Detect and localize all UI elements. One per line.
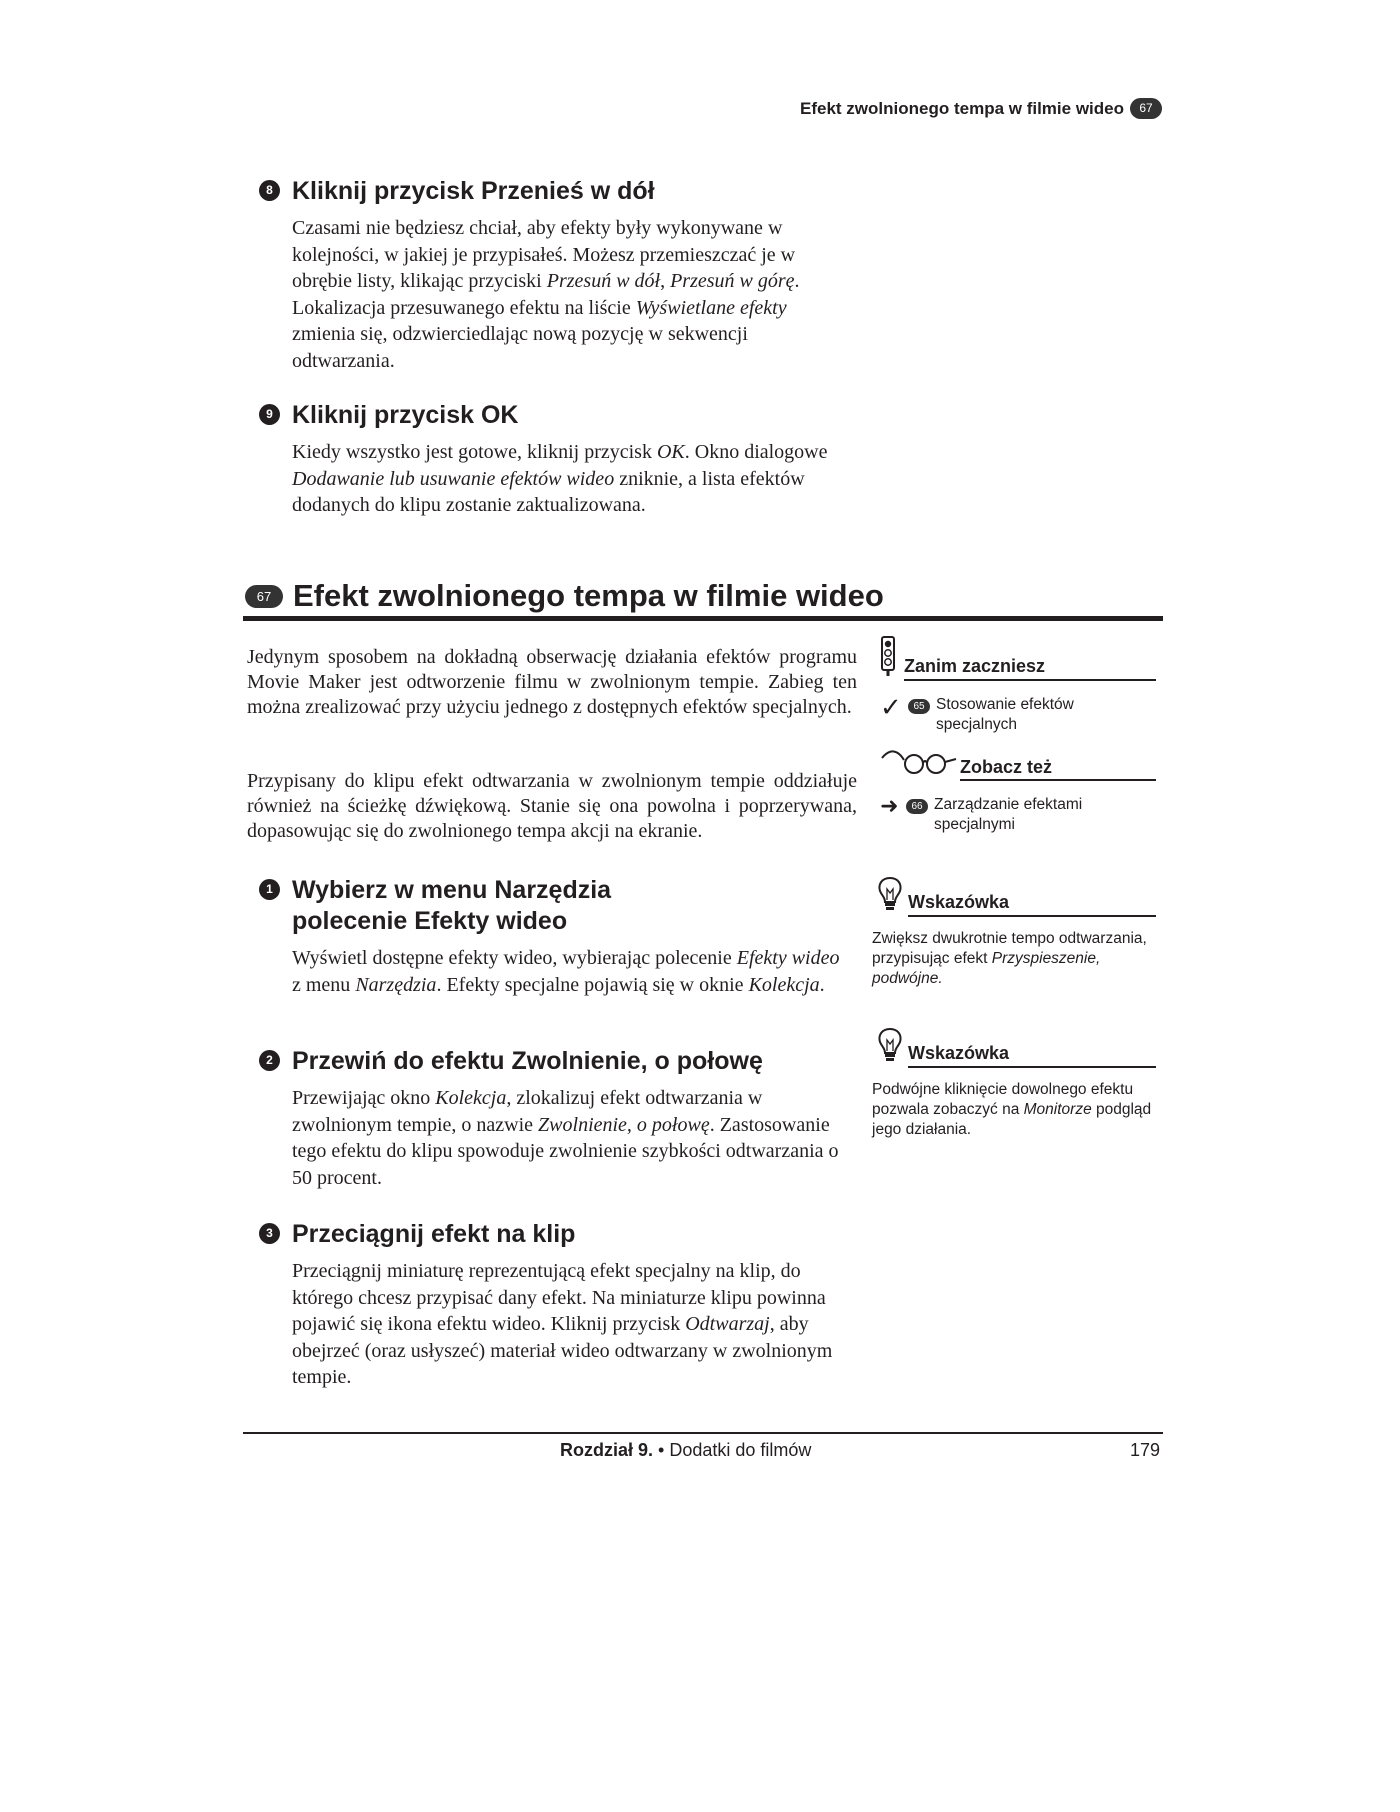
footer-chapter-title: Dodatki do filmów	[669, 1440, 812, 1460]
sidebar-title: Zanim zaczniesz	[904, 656, 1156, 681]
lightbulb-icon	[876, 876, 904, 917]
step-number: 2	[259, 1050, 280, 1071]
step-number: 3	[259, 1223, 280, 1244]
step-body	[292, 215, 840, 374]
text-run: Czasami nie będziesz chciał, aby efekty były wykonywane w kolejności, w jakiej je przypisałeś. Możesz przemieszczać je w obrębie listy, klikając przyciski	[292, 217, 796, 292]
sidebar-text: Zarządzanie efektami specjalnymi	[934, 796, 1083, 833]
footer-rule	[243, 1432, 1163, 1434]
italic-term: Efekty wideo	[736, 947, 840, 969]
text-run: . Lokalizacja przesuwanego efektu na liście	[292, 270, 800, 319]
italic-term: Zwolnienie, o połowę	[538, 1113, 710, 1136]
running-head-title: Efekt zwolnionego tempa w filmie wideo	[800, 98, 1124, 118]
text-run: , aby obejrzeć (oraz usłyszeć) materiał wideo odtwarzany w zwolnionym tempie.	[292, 1313, 833, 1388]
intro-paragraph-1: Jedynym sposobem na dokładną obserwację działania efektów programu Movie Maker jest odtworzenie filmu w zwolnionym tempie. Zabieg ten można zrealizować przy użyciu jednego z dostępnych efektów specjalnych.	[247, 646, 857, 718]
step-body	[292, 945, 840, 998]
italic-term: Kolekcja	[435, 1087, 507, 1109]
step-title: Przeciągnij efekt na klip	[292, 1220, 576, 1248]
italic-term: Przyspieszenie, podwójne.	[872, 950, 1101, 987]
lightbulb-icon	[876, 1027, 904, 1068]
footer-chapter	[560, 1440, 811, 1461]
italic-term: Przesuń w górę	[670, 270, 795, 292]
text-run: Przeciągnij miniaturę reprezentującą efekt specjalny na klip, do którego chcesz przypisać dany efekt. Na miniaturze klipu powinna pojawić się ikona efektu wideo. Kliknij przycisk	[292, 1260, 826, 1335]
sidebar-tip-1	[872, 876, 1156, 989]
section-title: Efekt zwolnionego tempa w filmie wideo	[293, 578, 884, 613]
text-run: Zwiększ dwukrotnie tempo odtwarzania, przypisując efekt	[872, 930, 1147, 967]
italic-term: OK	[656, 441, 685, 463]
glasses-icon	[880, 748, 958, 781]
step-number: 1	[259, 879, 280, 900]
text-run: Wyświetl dostępne efekty wideo, wybierając polecenie	[292, 947, 737, 969]
step-title: Przewiń do efektu Zwolnienie, o połowę	[292, 1047, 763, 1075]
text-run: podgląd jego działania.	[872, 1101, 1152, 1138]
step-title: Kliknij przycisk Przenieś w dół	[292, 177, 655, 205]
text-run: z menu	[292, 973, 356, 996]
footer-bullet: •	[658, 1440, 665, 1460]
intro-paragraph-2: Przypisany do klipu efekt odtwarzania w zwolnionym tempie oddziałuje również na ścieżkę dźwiękową. Stanie się ona powolna i poprzerywana, dopasowując się do zwolnionego tempa akcji na ekranie.	[247, 770, 857, 842]
arrow-icon: ➜	[880, 794, 899, 819]
sidebar-badge: 65	[908, 699, 930, 714]
running-head	[800, 98, 1162, 119]
italic-term: Odtwarzaj	[685, 1313, 770, 1335]
page-number: 179	[1129, 1440, 1160, 1460]
step-2	[259, 1046, 859, 1191]
italic-term: Wyświetlane efekty	[635, 296, 787, 319]
sidebar-text: Stosowanie efektów specjalnych	[936, 696, 1074, 733]
text-run: ,	[660, 270, 671, 292]
text-run: Przewijając okno	[292, 1087, 436, 1109]
sidebar-title: Zobacz też	[960, 757, 1156, 781]
section-rule	[243, 616, 1163, 621]
step-number: 8	[259, 180, 280, 201]
traffic-light-icon	[880, 636, 896, 681]
sidebar-before-you-begin	[880, 636, 1156, 735]
text-run: zniknie, a lista efektów dodanych do klipu zostanie zaktualizowana.	[292, 467, 805, 516]
italic-term: Przesuń w dół	[546, 270, 661, 292]
sidebar-badge: 66	[906, 799, 928, 814]
sidebar-title: Wskazówka	[908, 1043, 1156, 1068]
section-badge: 67	[245, 585, 283, 608]
step-title: Kliknij przycisk OK	[292, 401, 519, 429]
check-icon: ✓	[880, 693, 902, 723]
text-run: zmienia się, odzwierciedlając nową pozycję w sekwencji odtwarzania.	[292, 323, 748, 372]
text-run: . Okno dialogowe	[684, 441, 828, 463]
text-run: , zlokalizuj efekt odtwarzania w zwolnionym tempie, o nazwie	[292, 1087, 763, 1136]
italic-term: Dodawanie lub usuwanie efektów wideo	[292, 467, 615, 490]
step-3	[259, 1219, 859, 1391]
italic-term: Kolekcja	[748, 973, 820, 996]
step-body	[292, 439, 840, 519]
italic-term: Narzędzia	[355, 973, 437, 996]
step-9	[259, 400, 859, 519]
italic-term: Monitorze	[1023, 1101, 1092, 1118]
tip-text	[872, 1080, 1152, 1140]
tip-text	[872, 929, 1152, 989]
text-run: Podwójne kliknięcie dowolnego efektu pozwala zobaczyć na	[872, 1081, 1134, 1118]
text-run: . Efekty specjalne pojawią się w oknie	[436, 973, 749, 996]
text-run: . Zastosowanie tego efektu do klipu spowoduje zwolnienie szybkości odtwarzania o 50 procent.	[292, 1113, 839, 1189]
step-1	[259, 875, 859, 998]
sidebar-title: Wskazówka	[908, 892, 1156, 917]
text-run: Kiedy wszystko jest gotowe, kliknij przycisk	[292, 441, 657, 463]
sidebar-tip-2	[872, 1027, 1156, 1140]
step-8	[259, 176, 859, 374]
step-number: 9	[259, 404, 280, 425]
text-run: .	[819, 973, 825, 996]
sidebar-see-also	[880, 748, 1156, 835]
running-head-badge: 67	[1130, 98, 1162, 119]
step-body	[292, 1085, 840, 1191]
footer-chapter-number: Rozdział 9.	[560, 1440, 654, 1460]
step-title: Wybierz w menu Narzędzia polecenie Efekty wideo	[292, 876, 612, 935]
step-body	[292, 1258, 840, 1391]
section-heading	[245, 578, 884, 614]
